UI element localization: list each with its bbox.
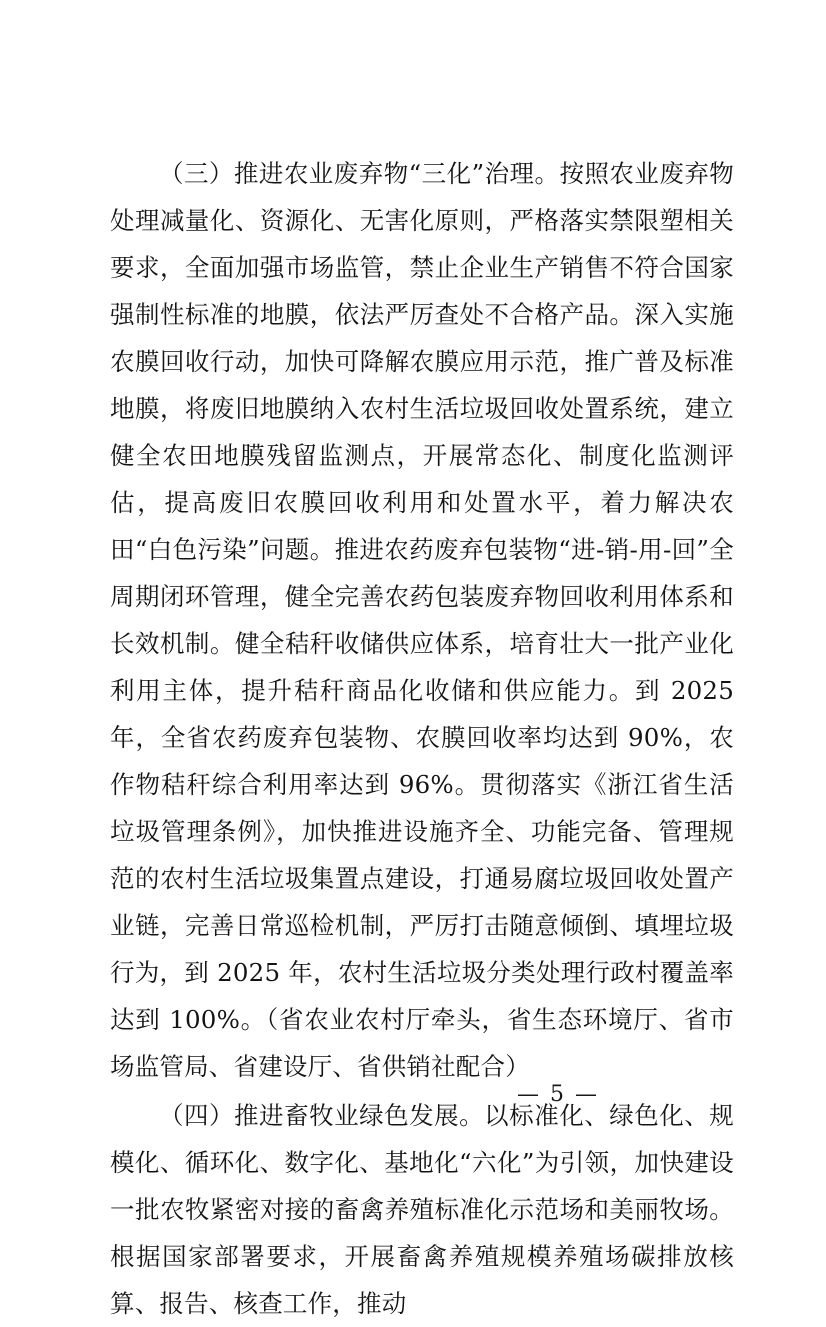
paragraph-three: （三）推进农业废弃物“三化”治理。按照农业废弃物处理减量化、资源化、无害化原则，严格落实禁限塑相关要求，全面加强市场监管，禁止企业生产销售不符合国家强制性标准的地膜，依法严厉查处不合格产品。深入实施农膜回收行动，加快可降解农膜应用示范，推广普及标准地膜，将废旧地膜纳入农村生活垃圾回收处置系统，建立健全农田地膜残留监测点，开展常态化、制度化监测评估，提高废旧农膜回收利用和处置水平，着力解决农田“白色污染”问题。推进农药废弃包装物“进-销-用-回”全周期闭环管理，健全完善农药包装废弃物回收利用体系和长效机制。健全秸秆收储供应体系，培育壮大一批产业化利用主体，提升秸秆商品化收储和供应能力。到 2025 年，全省农药废弃包装物、农膜回收率均达到 90%，农作物秸秆综合利用率达到 96%。贯彻落实《浙江省生活垃圾管理条例》，加快推进设施齐全、功能完备、管理规范的农村生活垃圾集置点建设，打通易腐垃圾回收处置产业链，完善日常巡检机制，严厉打击随意倾倒、填埋垃圾行为，到 2025 年，农村生活垃圾分类处理行政村覆盖率达到 100%。（省农业农村厅牵头，省生态环境厅、省市场监管局、省建设厅、省供销社配合） [110,159,734,1081]
paragraph-four: （四）推进畜牧业绿色发展。以标准化、绿色化、规模化、循环化、数字化、基地化“六化”为引领，加快建设一批农牧紧密对接的畜禽养殖标准化示范场和美丽牧场。根据国家部署要求，开展畜禽养殖规模养殖场碳排放核算、报告、核查工作，推动 [110,1101,734,1318]
page-number-text: — 5 — [517,1082,599,1107]
document-body [110,150,734,1327]
page-number [0,1082,826,1107]
